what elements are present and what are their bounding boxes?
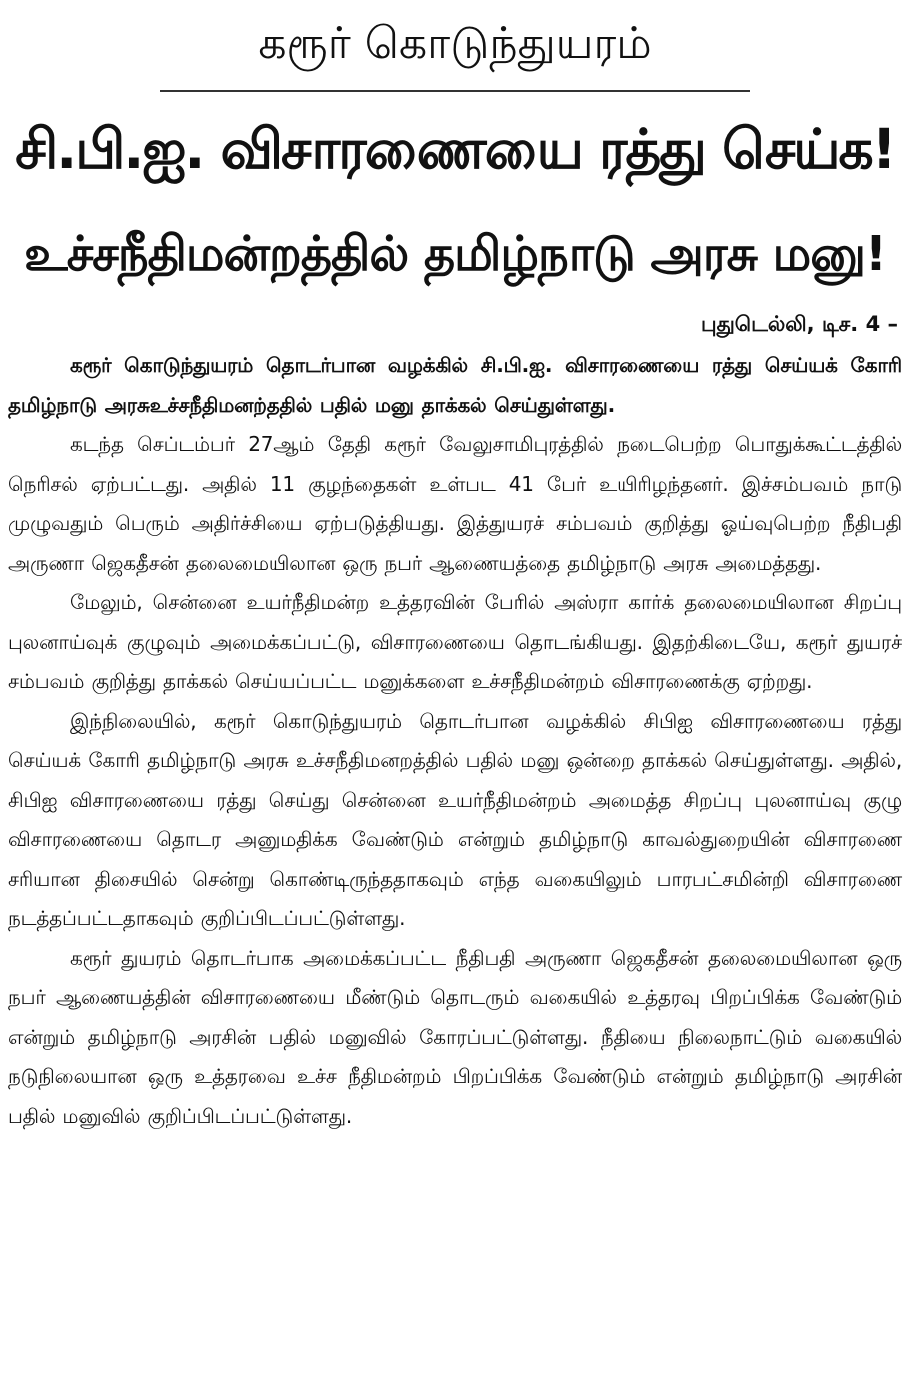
article-body [8,346,902,1136]
subheadline: உச்சநீதிமன்றத்தில் தமிழ்நாடு அரசு மனு! [24,226,886,282]
kicker-title: கரூர் கொடுந்துயரம் [258,18,652,69]
paragraph-lead: கரூர் கொடுந்துயரம் தொடர்பான வழக்கில் சி.பி.ஐ. விசாரணையை ரத்து செய்யக் கோரி தமிழ்நாடு அரசுஉச்சநீதிமனற்ததில் பதில் மனு தாக்கல் செய்துள்ளது. [8,353,902,417]
dateline: புதுடெல்லி, டிச. 4 – [700,312,898,336]
paragraph: கரூர் துயரம் தொடர்பாக அமைக்கப்பட்ட நீதிபதி அருணா ஜெகதீசன் தலைமையிலான ஒரு நபர் ஆணையத்தின் விசாரணையை மீண்டும் தொடரும் வகையில் உத்தரவு பிறப்பிக்க வேண்டும் என்றும் தமிழ்நாடு அரசின் பதில் மனுவில் கோரப்பட்டுள்ளது. நீதியை நிலைநாட்டும் வகையில் நடுநிலையான ஒரு உத்தரவை உச்ச நீதிமன்றம் பிறப்பிக்க வேண்டும் என்றும் தமிழ்நாடு அரசின் பதில் மனுவில் குறிப்பிடப்பட்டுள்ளது. [8,945,902,1128]
paragraph: கடந்த செப்டம்பர் 27ஆம் தேதி கரூர் வேலுசாமிபுரத்தில் நடைபெற்ற பொதுக்கூட்டத்தில் நெரிசல் ஏற்பட்டது. அதில் 11 குழந்தைகள் உள்பட 41 பேர் உயிரிழந்தனர். இச்சம்பவம் நாடு முழுவதும் பெரும் அதிர்ச்சியை ஏற்படுத்தியது. இத்துயரச் சம்பவம் குறித்து ஓய்வுபெற்ற நீதிபதி அருணா ஜெகதீசன் தலைமையிலான ஒரு நபர் ஆணையத்தை தமிழ்நாடு அரசு அமைத்தது. [8,432,902,575]
paragraph: மேலும், சென்னை உயர்நீதிமன்ற உத்தரவின் பேரில் அஸ்ரா கார்க் தலைமையிலான சிறப்பு புலனாய்வுக் குழுவும் அமைக்கப்பட்டு, விசாரணையை தொடங்கியது. இதற்கிடையே, கரூர் துயரச் சம்பவம் குறித்து தாக்கல் செய்யப்பட்ட மனுக்களை உச்சநீதிமன்றம் விசாரணைக்கு ஏற்றது. [8,590,902,693]
divider-rule [160,90,750,92]
headline: சி.பி.ஐ. விசாரணையை ரத்து செய்க! [15,117,895,181]
paragraph: இந்நிலையில், கரூர் கொடுந்துயரம் தொடர்பான வழக்கில் சிபிஐ விசாரணையை ரத்து செய்யக் கோரி தமிழ்நாடு அரசு உச்சநீதிமனறத்தில் பதில் மனு ஒன்றை தாக்கல் செய்துள்ளது. அதில், சிபிஐ விசாரணையை ரத்து செய்து சென்னை உயர்நீதிமன்றம் அமைத்த சிறப்பு புலனாய்வு குழு விசாரணையை தொடர அனுமதிக்க வேண்டும் என்றும் தமிழ்நாடு காவல்துறையின் விசாரணை சரியான திசையில் சென்று கொண்டிருந்ததாகவும் எந்த வகையிலும் பாரபட்சமின்றி விசாரணை நடத்தப்பட்டதாகவும் குறிப்பிடப்பட்டுள்ளது. [8,708,902,930]
